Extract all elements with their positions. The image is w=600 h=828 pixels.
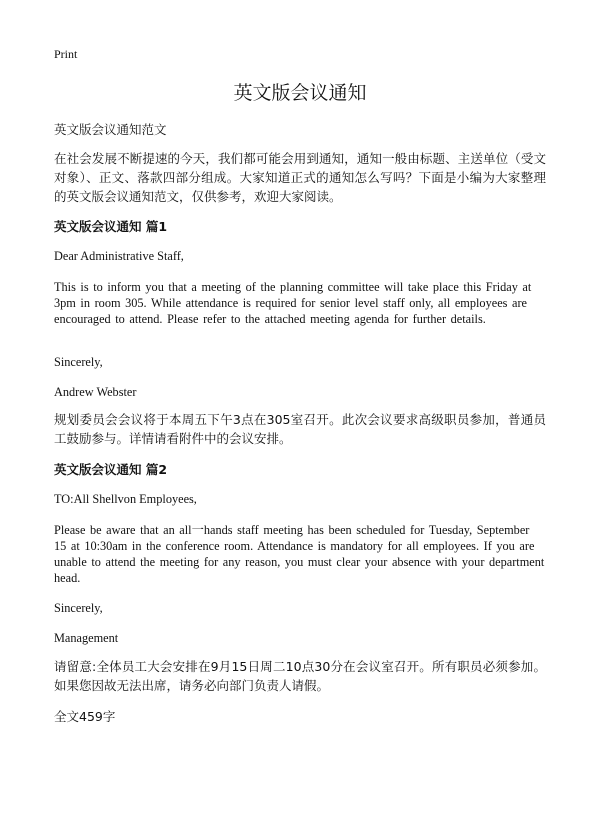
section1-body: This is to inform you that a meeting of the planning committee will take place this Friday at 3pm in room 305. While attendance is required for senior level staff only, all employees are encouraged to attend. Please refer to the attached meeting agenda for further details.	[54, 280, 532, 326]
section2-heading: 英文版会议通知 篇2	[54, 462, 168, 477]
section1-closing: Sincerely,	[54, 355, 103, 369]
section2-translation: 请留意:全体员工大会安排在9月15日周二10点30分在会议室召开。所有职员必须参加。如果您因故无法出席，请务必向部门负责人请假。	[54, 659, 546, 693]
section1-heading: 英文版会议通知 篇1	[54, 219, 168, 234]
intro-paragraph: 在社会发展不断提速的今天，我们都可能会用到通知，通知一般由标题、主送单位（受文对象）、正文、落款四部分组成。大家知道正式的通知怎么写吗？下面是小编为大家整理的英文版会议通知范文，仅供参考，欢迎大家阅读。	[54, 151, 546, 204]
subtitle: 英文版会议通知范文	[54, 122, 167, 137]
word-count: 全文459字	[54, 709, 116, 724]
section1-salutation: Dear Administrative Staff,	[54, 249, 184, 263]
section2-body: Please be aware that an all一hands staff meeting has been scheduled for Tuesday, September 15 at 10:30am in the conference room. Attendance is mandatory for all employees. If you are unable to attend the meeting for any reason, you must clear your absence with your department head.	[54, 523, 545, 585]
section2-signature: Management	[54, 631, 119, 645]
section1-translation: 规划委员会会议将于本周五下午3点在305室召开。此次会议要求高级职员参加，普通员工鼓励参与。详情请看附件中的会议安排。	[54, 412, 546, 446]
section1-signature: Andrew Webster	[54, 385, 137, 399]
section2-closing: Sincerely,	[54, 601, 103, 615]
document-title: 英文版会议通知	[233, 82, 367, 104]
section2-salutation: TO:All Shellvon Employees,	[54, 492, 197, 506]
print-label: Print	[54, 47, 78, 61]
